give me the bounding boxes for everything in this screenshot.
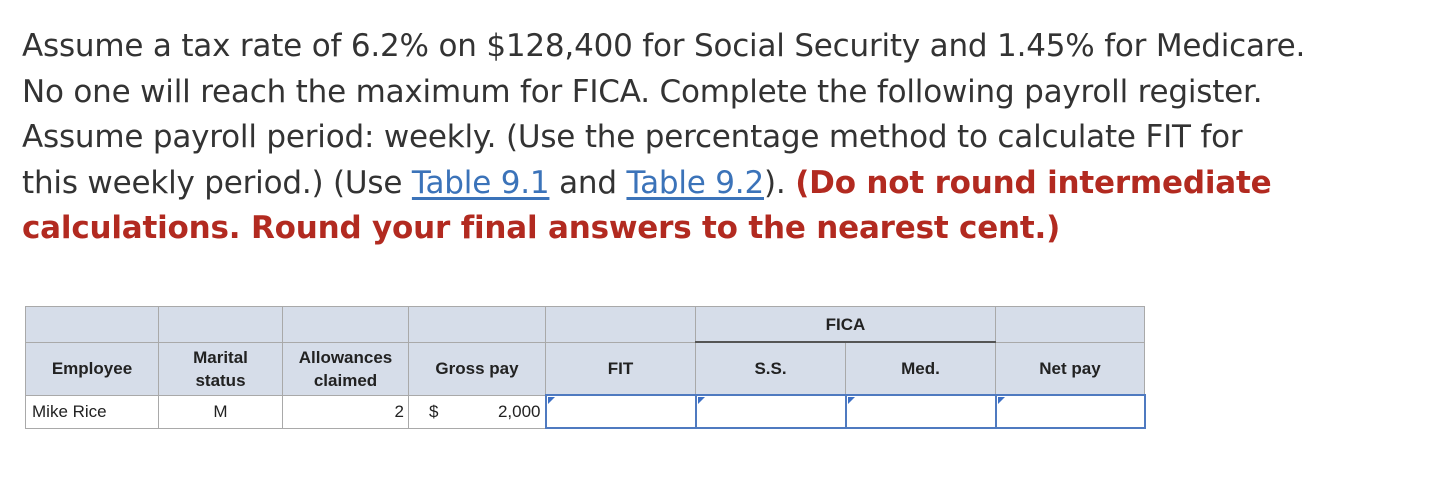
gross-pay-cell xyxy=(409,395,546,428)
fit-input[interactable] xyxy=(547,396,695,427)
employee-column-header: Employee xyxy=(26,342,159,395)
claimed-label: claimed xyxy=(313,370,378,390)
question-line-1: Assume a tax rate of 6.2% on $128,400 for Social Security and 1.45% for Medicare. xyxy=(22,28,1306,64)
header-blank xyxy=(159,307,283,343)
after-links-text: ). xyxy=(764,164,796,201)
payroll-register-table xyxy=(25,306,1146,429)
header-blank xyxy=(409,307,546,343)
question-line-4-prefix: this weekly period.) (Use xyxy=(22,164,412,201)
med-input-cell xyxy=(846,395,996,428)
question-line-4 xyxy=(22,161,1432,207)
header-blank xyxy=(546,307,696,343)
question-line-2: No one will reach the maximum for FICA. Complete the following payroll register. xyxy=(22,73,1263,110)
marital-status-column-header xyxy=(159,342,283,395)
net-pay-input[interactable] xyxy=(997,396,1144,427)
allowances-column-header xyxy=(283,342,409,395)
table-9-2-link[interactable]: Table 9.2 xyxy=(626,164,764,201)
header-blank xyxy=(26,307,159,343)
marital-status-cell: M xyxy=(159,395,283,428)
fit-input-cell xyxy=(546,395,696,428)
ss-input[interactable] xyxy=(697,396,845,427)
gross-pay-value: 2,000 xyxy=(497,401,541,421)
allowances-label: Allowances xyxy=(298,347,393,367)
fica-group-header: FICA xyxy=(696,307,996,343)
header-blank xyxy=(996,307,1145,343)
and-text: and xyxy=(549,164,627,201)
header-row-columns xyxy=(26,342,1145,395)
header-blank xyxy=(283,307,409,343)
question-line-3: Assume payroll period: weekly. (Use the percentage method to calculate FIT for xyxy=(22,119,1243,155)
net-pay-input-cell xyxy=(996,395,1145,428)
med-input[interactable] xyxy=(847,396,995,427)
status-label: status xyxy=(195,370,246,390)
table-row xyxy=(26,395,1145,428)
ss-column-header: S.S. xyxy=(696,342,846,395)
fit-column-header: FIT xyxy=(546,342,696,395)
med-column-header: Med. xyxy=(846,342,996,395)
table-9-1-link[interactable]: Table 9.1 xyxy=(411,164,550,201)
employee-name-cell: Mike Rice xyxy=(26,395,159,428)
header-row-group xyxy=(26,307,1145,343)
allowances-cell: 2 xyxy=(283,395,409,428)
question-text xyxy=(22,24,1432,252)
marital-label: Marital xyxy=(193,347,248,367)
currency-symbol: $ xyxy=(429,401,439,421)
rounding-instruction-part-1: (Do not round intermediate xyxy=(795,164,1272,201)
ss-input-cell xyxy=(696,395,846,428)
rounding-instruction-part-2: calculations. Round your final answers to the nearest cent.) xyxy=(22,210,1061,246)
net-pay-column-header: Net pay xyxy=(996,342,1145,395)
gross-pay-column-header: Gross pay xyxy=(409,342,546,395)
